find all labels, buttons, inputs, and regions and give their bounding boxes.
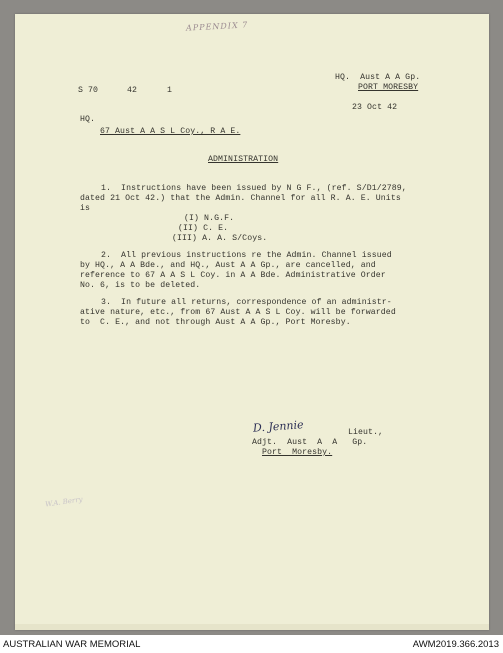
para2-line1: 2. All previous instructions re the Admin. Channel issued	[101, 251, 392, 260]
signature-place: Port Moresby.	[262, 448, 333, 457]
signature-title: Adjt. Aust A A Gp.	[252, 438, 368, 447]
para3-line2: ative nature, etc., from 67 Aust A A S L Coy. will be forwarded	[80, 308, 396, 317]
para1-line3: is	[80, 204, 91, 213]
recipient-line: HQ.	[80, 115, 96, 124]
document-date: 23 Oct 42	[352, 103, 398, 112]
para1-item1: (I) N.G.F.	[184, 214, 235, 223]
margin-note: W.A. Berry	[44, 495, 84, 509]
appendix-annotation: APPENDIX 7	[185, 20, 249, 33]
para1-line1: 1. Instructions have been issued by N G F., (ref. S/D1/2789,	[101, 184, 407, 193]
para1-item3: (III) A. A. S/Coys.	[172, 234, 268, 243]
para1-line2: dated 21 Oct 42.) that the Admin. Channel for all R. A. E. Units	[80, 194, 401, 203]
para2-line3: reference to 67 A A S L Coy. in A A Bde. Administrative Order	[80, 271, 386, 280]
page-bottom-edge	[15, 624, 489, 630]
reference-copy: 1	[167, 86, 173, 95]
para3-line1: 3. In future all returns, correspondence of an administr-	[101, 298, 392, 307]
footer-accession-number: AWM2019.366.2013	[412, 639, 499, 650]
reference-prefix: S 70	[78, 86, 99, 95]
signature-rank: Lieut.,	[348, 428, 384, 437]
reference-number: 42	[127, 86, 138, 95]
para1-item2: (II) C. E.	[178, 224, 229, 233]
footer-institution: AUSTRALIAN WAR MEMORIAL	[3, 639, 141, 650]
para2-line4: No. 6, is to be deleted.	[80, 281, 201, 290]
sender-location: PORT MORESBY	[358, 83, 419, 92]
handwritten-signature: D. Jennie	[252, 418, 304, 435]
recipient-unit: 67 Aust A A S L Coy., R A E.	[100, 127, 241, 136]
para3-line3: to C. E., and not through Aust A A Gp., Port Moresby.	[80, 318, 351, 327]
sender-line: HQ. Aust A A Gp.	[335, 73, 421, 82]
para2-line2: by HQ., A A Bde., and HQ., Aust A A Gp., are cancelled, and	[80, 261, 376, 270]
subject-heading: ADMINISTRATION	[208, 155, 279, 164]
